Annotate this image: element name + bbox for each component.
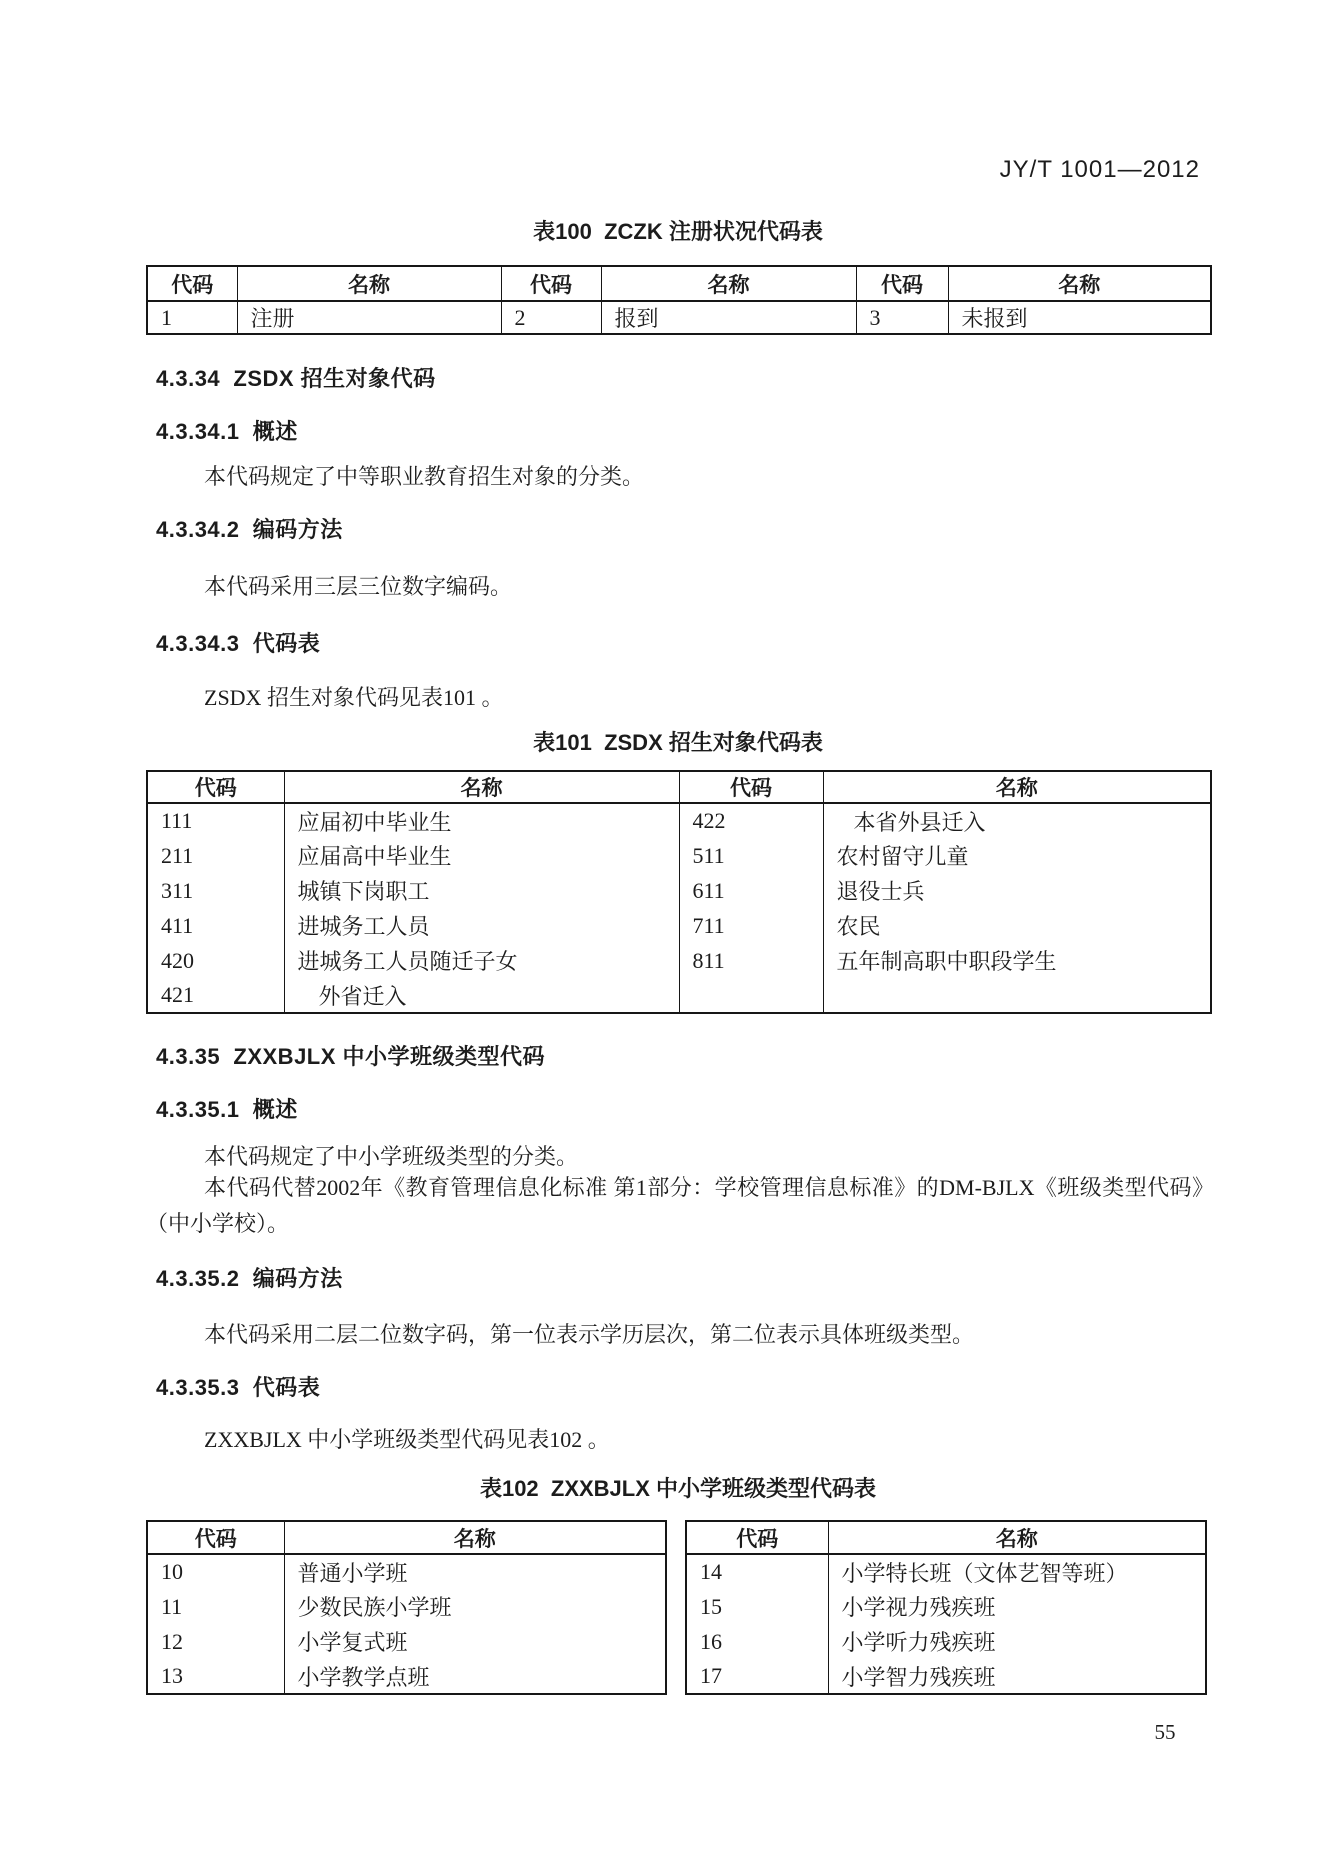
code-cell: 421 — [161, 982, 194, 1007]
name-cell: 农村留守儿童 — [823, 838, 1211, 873]
name-cell: 小学视力残疾班 — [828, 1589, 1206, 1624]
table-100 — [146, 265, 1212, 335]
paragraph: ZXXBJLX 中小学班级类型代码见表102 。 — [204, 1427, 610, 1452]
table-102-right — [685, 1520, 1207, 1695]
table-row — [686, 1554, 1206, 1589]
name-cell: 进城务工人员随迁子女 — [284, 943, 679, 978]
code-cell: 611 — [679, 873, 823, 908]
name-cell: 普通小学班 — [284, 1554, 666, 1589]
paragraph: 本代码代替2002年《教育管理信息化标准 第1部分：学校管理信息标准》的DM-BJLX《班级类型代码》（中小学校）。 — [146, 1175, 1214, 1236]
table-header-row — [147, 771, 1211, 803]
table-header-row — [147, 1521, 666, 1554]
name-cell — [823, 978, 1211, 1013]
table-row — [147, 838, 1211, 873]
name-cell: 小学复式班 — [284, 1624, 666, 1659]
code-cell: 811 — [679, 943, 823, 978]
code-cell: 10 — [161, 1559, 183, 1584]
table-row — [686, 1659, 1206, 1694]
table-row — [147, 1659, 666, 1694]
column-header: 名称 — [284, 1521, 666, 1554]
column-header: 名称 — [948, 266, 1211, 301]
section-heading-4-3-34-3: 4.3.34.3 代码表 — [156, 631, 321, 656]
table-row — [147, 1589, 666, 1624]
table-row — [147, 978, 1211, 1013]
code-cell: 1 — [161, 304, 172, 330]
code-cell: 2 — [501, 301, 601, 334]
section-heading-4-3-35-1: 4.3.35.1 概述 — [156, 1097, 298, 1122]
table-row — [686, 1589, 1206, 1624]
page-number: 55 — [1154, 1720, 1176, 1744]
table-102-left — [146, 1520, 667, 1695]
column-header: 代码 — [501, 266, 601, 301]
name-cell: 五年制高职中职段学生 — [823, 943, 1211, 978]
name-cell: 小学特长班（文体艺智等班） — [828, 1554, 1206, 1589]
name-cell: 应届初中毕业生 — [284, 803, 679, 838]
column-header: 代码 — [736, 1527, 779, 1551]
code-cell: 211 — [161, 842, 194, 868]
name-cell: 小学听力残疾班 — [828, 1624, 1206, 1659]
table-102-title: 表102 ZXXBJLX 中小学班级类型代码表 — [479, 1476, 877, 1501]
code-cell: 420 — [161, 947, 194, 973]
name-cell: 城镇下岗职工 — [284, 873, 679, 908]
section-heading-4-3-34-1: 4.3.34.1 概述 — [156, 419, 298, 444]
code-cell: 422 — [679, 803, 823, 838]
section-heading-4-3-35: 4.3.35 ZXXBJLX 中小学班级类型代码 — [156, 1044, 546, 1069]
table-101-title: 表101 ZSDX 招生对象代码表 — [533, 730, 823, 755]
name-cell: 退役士兵 — [823, 873, 1211, 908]
section-heading-4-3-34: 4.3.34 ZSDX 招生对象代码 — [156, 366, 436, 391]
table-100-title: 表100 ZCZK 注册状况代码表 — [533, 219, 823, 244]
code-cell: 311 — [161, 877, 194, 903]
name-cell: 小学教学点班 — [284, 1659, 666, 1694]
column-header: 代码 — [171, 273, 214, 297]
code-cell — [679, 978, 823, 1013]
table-row — [147, 943, 1211, 978]
name-cell: 少数民族小学班 — [284, 1589, 666, 1624]
table-row — [147, 1624, 666, 1659]
name-cell: 小学智力残疾班 — [828, 1659, 1206, 1694]
name-cell: 未报到 — [948, 301, 1211, 334]
code-cell: 15 — [700, 1593, 722, 1619]
name-cell: 外省迁入 — [284, 978, 679, 1013]
table-row — [147, 301, 1211, 334]
column-header: 代码 — [679, 771, 823, 803]
table-row — [147, 873, 1211, 908]
column-header: 名称 — [284, 771, 679, 803]
column-header: 名称 — [601, 266, 856, 301]
code-cell: 14 — [700, 1559, 722, 1584]
table-row — [147, 803, 1211, 838]
code-cell: 11 — [161, 1593, 183, 1619]
name-cell: 注册 — [237, 301, 501, 334]
code-cell: 12 — [161, 1628, 183, 1654]
column-header: 代码 — [856, 266, 948, 301]
doc-code: JY/T 1001—2012 — [999, 156, 1200, 183]
paragraph: 本代码规定了中等职业教育招生对象的分类。 — [204, 464, 645, 489]
table-header-row — [147, 266, 1211, 301]
table-row — [147, 1554, 666, 1589]
column-header: 名称 — [823, 771, 1211, 803]
section-heading-4-3-35-2: 4.3.35.2 编码方法 — [156, 1266, 343, 1291]
name-cell: 进城务工人员 — [284, 908, 679, 943]
column-header: 名称 — [237, 266, 501, 301]
code-cell: 411 — [161, 912, 194, 938]
paragraph: ZSDX 招生对象代码见表101 。 — [204, 685, 504, 710]
code-cell: 17 — [700, 1663, 722, 1688]
code-cell: 111 — [161, 808, 193, 833]
code-cell: 3 — [856, 301, 948, 334]
column-header: 名称 — [828, 1521, 1206, 1554]
column-header: 代码 — [194, 1527, 237, 1551]
name-cell: 农民 — [823, 908, 1211, 943]
code-cell: 511 — [679, 838, 823, 873]
paragraph: 本代码采用三层三位数字编码。 — [204, 574, 513, 599]
paragraph: 本代码采用二层二位数字码，第一位表示学历层次，第二位表示具体班级类型。 — [204, 1322, 975, 1347]
table-row — [686, 1624, 1206, 1659]
code-cell: 16 — [700, 1628, 722, 1654]
table-101 — [146, 770, 1212, 1014]
column-header: 代码 — [194, 777, 237, 800]
paragraph: 本代码规定了中小学班级类型的分类。 — [204, 1144, 579, 1169]
code-cell: 13 — [161, 1663, 183, 1688]
section-heading-4-3-35-3: 4.3.35.3 代码表 — [156, 1375, 321, 1400]
table-row — [147, 908, 1211, 943]
code-cell: 711 — [679, 908, 823, 943]
section-heading-4-3-34-2: 4.3.34.2 编码方法 — [156, 517, 343, 542]
name-cell: 应届高中毕业生 — [284, 838, 679, 873]
name-cell: 报到 — [601, 301, 856, 334]
table-header-row — [686, 1521, 1206, 1554]
name-cell: 本省外县迁入 — [823, 803, 1211, 838]
